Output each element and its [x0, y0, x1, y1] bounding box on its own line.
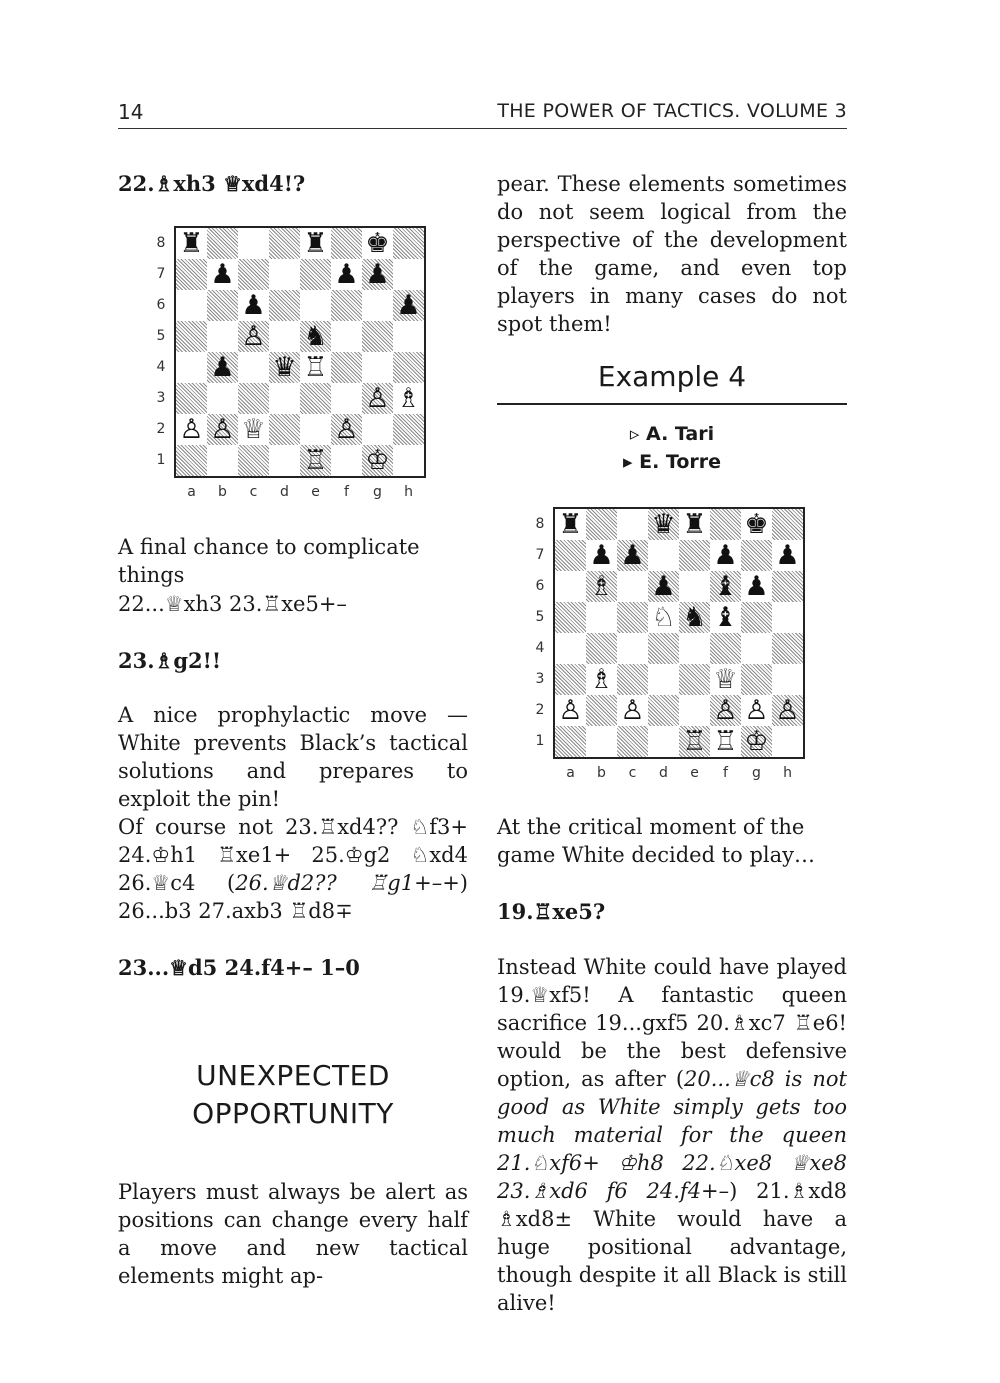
chess-piece-c6: ♟	[241, 290, 266, 321]
board-square	[772, 602, 803, 633]
file-label: h	[783, 765, 792, 781]
board-square	[741, 664, 772, 695]
section-title-line: OPPORTUNITY	[192, 1097, 394, 1130]
board-square	[741, 540, 772, 571]
section-title	[118, 1057, 468, 1133]
move-heading: 19.♖xe5?	[497, 899, 606, 924]
board-square	[331, 445, 362, 476]
board-square	[176, 290, 207, 321]
board-square	[269, 259, 300, 290]
chess-piece-g7: ♟	[365, 259, 390, 290]
chess-piece-e8: ♜	[682, 509, 707, 540]
board-square	[772, 664, 803, 695]
chess-piece-g1: ♔	[365, 445, 390, 476]
running-title: THE POWER OF TACTICS. VOLUME 3	[497, 100, 847, 122]
board-square	[176, 321, 207, 352]
rank-label: 2	[156, 421, 166, 437]
board-square	[555, 540, 586, 571]
board-square	[207, 383, 238, 414]
board-square	[586, 633, 617, 664]
rank-label: 7	[156, 266, 166, 282]
chess-piece-h2: ♙	[775, 695, 800, 726]
board-square	[362, 414, 393, 445]
board-square	[555, 726, 586, 757]
chess-piece-g6: ♟	[744, 571, 769, 602]
board-square	[207, 445, 238, 476]
chess-diagram-1	[148, 224, 448, 514]
section-title-line: UNEXPECTED	[196, 1059, 390, 1092]
text-run: Of course not 23.♖xd4?? ♘f3+ 24.♔h1 ♖xe1+ 25.♔g2 ♘xd4 26.♕c4 (	[118, 815, 468, 895]
chessboard	[174, 226, 426, 478]
board-square	[300, 290, 331, 321]
board-square	[269, 321, 300, 352]
board-square	[393, 321, 424, 352]
example-title: Example 4	[597, 360, 747, 393]
file-label: e	[690, 765, 699, 781]
chess-piece-b4: ♟	[210, 352, 235, 383]
text-run: ) 26...b3 27.axb3 ♖d8∓	[118, 871, 468, 923]
board-square	[555, 633, 586, 664]
paragraph: pear. These elements sometimes do not seem logical from the perspective of the development of the game, and even top players in many cases do not spot them!	[497, 172, 847, 336]
chess-piece-h6: ♟	[396, 290, 421, 321]
paragraph: A final chance to complicate things	[118, 535, 420, 587]
text-run: Instead White could have played 19.♕xf5! A fantastic queen sacrifice 19...gxf5 20.♗xc7 ♖e6! would be the best defensive option, as after (	[497, 955, 847, 1091]
chess-piece-d6: ♟	[651, 571, 676, 602]
paragraph	[118, 813, 468, 925]
board-square	[331, 321, 362, 352]
board-square	[331, 228, 362, 259]
chess-piece-f5: ♝	[713, 602, 738, 633]
board-square	[648, 664, 679, 695]
board-square	[176, 352, 207, 383]
board-square	[679, 633, 710, 664]
paragraph	[497, 953, 847, 1317]
chess-piece-e5: ♞	[682, 602, 707, 633]
chess-piece-f1: ♖	[713, 726, 738, 757]
variation-line: 22...♕xh3 23.♖xe5+–	[118, 592, 347, 616]
board-square	[269, 414, 300, 445]
board-square	[362, 321, 393, 352]
file-label: d	[280, 484, 289, 500]
board-square	[679, 571, 710, 602]
board-square	[176, 259, 207, 290]
chess-piece-g2: ♙	[744, 695, 769, 726]
board-square	[300, 383, 331, 414]
rank-label: 3	[156, 390, 166, 406]
white-player: ▹ A. Tari	[629, 423, 715, 445]
file-label: f	[723, 765, 728, 781]
rank-label: 1	[535, 733, 545, 749]
chess-piece-f2: ♙	[334, 414, 359, 445]
board-square	[331, 383, 362, 414]
file-label: c	[249, 484, 258, 500]
board-square	[679, 695, 710, 726]
file-label: h	[404, 484, 413, 500]
board-square	[617, 509, 648, 540]
board-square	[741, 633, 772, 664]
board-square	[238, 228, 269, 259]
chess-piece-b7: ♟	[589, 540, 614, 571]
board-square	[648, 633, 679, 664]
board-square	[679, 540, 710, 571]
board-square	[741, 602, 772, 633]
board-square	[586, 509, 617, 540]
chess-piece-d8: ♛	[651, 509, 676, 540]
board-square	[238, 259, 269, 290]
board-square	[648, 726, 679, 757]
chess-piece-b2: ♙	[210, 414, 235, 445]
chess-piece-f2: ♙	[713, 695, 738, 726]
chess-piece-c7: ♟	[620, 540, 645, 571]
paragraph: Players must always be alert as positions can change every half a move and new tactical elements might ap-	[118, 1180, 468, 1288]
chess-piece-d5: ♘	[651, 602, 676, 633]
board-square	[207, 228, 238, 259]
file-label: a	[566, 765, 575, 781]
rank-label: 7	[535, 547, 545, 563]
board-square	[393, 445, 424, 476]
board-square	[238, 352, 269, 383]
rank-label: 4	[156, 359, 166, 375]
board-square	[238, 383, 269, 414]
example-divider	[497, 403, 847, 405]
chess-piece-f6: ♝	[713, 571, 738, 602]
chess-piece-f7: ♟	[334, 259, 359, 290]
chess-piece-e8: ♜	[303, 228, 328, 259]
board-square	[679, 664, 710, 695]
chess-piece-g3: ♙	[365, 383, 390, 414]
header-divider	[118, 128, 847, 129]
rank-label: 4	[535, 640, 545, 656]
board-square	[772, 726, 803, 757]
board-square	[772, 509, 803, 540]
board-square	[617, 664, 648, 695]
board-square	[176, 445, 207, 476]
chess-piece-a8: ♜	[558, 509, 583, 540]
board-square	[393, 259, 424, 290]
chess-piece-f7: ♟	[713, 540, 738, 571]
file-label: b	[597, 765, 606, 781]
file-label: g	[752, 765, 761, 781]
board-square	[176, 383, 207, 414]
file-label: g	[373, 484, 382, 500]
board-square	[648, 695, 679, 726]
move-heading: 22.♗xh3 ♕xd4!?	[118, 171, 306, 196]
chess-piece-e4: ♖	[303, 352, 328, 383]
chess-piece-e5: ♞	[303, 321, 328, 352]
board-square	[586, 726, 617, 757]
board-square	[555, 664, 586, 695]
chess-piece-a8: ♜	[179, 228, 204, 259]
rank-label: 5	[535, 609, 545, 625]
board-square	[555, 571, 586, 602]
rank-label: 8	[156, 235, 166, 251]
board-square	[207, 290, 238, 321]
chess-piece-h3: ♗	[396, 383, 421, 414]
board-square	[269, 383, 300, 414]
board-square	[331, 352, 362, 383]
board-square	[586, 602, 617, 633]
rank-label: 3	[535, 671, 545, 687]
board-square	[269, 445, 300, 476]
chess-piece-c2: ♕	[241, 414, 266, 445]
chess-piece-h7: ♟	[775, 540, 800, 571]
chess-piece-b6: ♗	[589, 571, 614, 602]
file-label: f	[344, 484, 349, 500]
chess-piece-a2: ♙	[179, 414, 204, 445]
file-label: c	[628, 765, 637, 781]
chess-piece-d4: ♛	[272, 352, 297, 383]
board-square	[586, 695, 617, 726]
italic-variation: 26.♕d2?? ♖g1+–+	[235, 871, 460, 895]
board-square	[772, 571, 803, 602]
rank-label: 2	[535, 702, 545, 718]
file-label: d	[659, 765, 668, 781]
board-square	[362, 290, 393, 321]
paragraph: At the critical moment of the game White decided to play…	[497, 815, 815, 867]
board-square	[617, 571, 648, 602]
italic-variation: 20...♕c8 is not good as White simply gets too much material for the queen 21.♘xf6+ ♔h8 22.♘xe8 ♕xe8 23.♗xd6 f6 24.f4+–	[497, 1067, 847, 1203]
file-label: b	[218, 484, 227, 500]
rank-label: 6	[156, 297, 166, 313]
board-square	[710, 633, 741, 664]
chess-piece-g1: ♔	[744, 726, 769, 757]
board-square	[393, 352, 424, 383]
chess-piece-c5: ♙	[241, 321, 266, 352]
chess-diagram-2	[527, 505, 827, 795]
chess-piece-e1: ♖	[682, 726, 707, 757]
board-square	[393, 228, 424, 259]
chess-piece-g8: ♚	[365, 228, 390, 259]
board-square	[300, 414, 331, 445]
chess-piece-e1: ♖	[303, 445, 328, 476]
board-square	[772, 633, 803, 664]
board-square	[300, 259, 331, 290]
chess-piece-f3: ♕	[713, 664, 738, 695]
rank-label: 6	[535, 578, 545, 594]
board-square	[269, 228, 300, 259]
chessboard	[553, 507, 805, 759]
move-heading: 23.♗g2!!	[118, 648, 222, 673]
text-run: ) 21.♗xd8 ♗xd8± White would have a huge positional advantage, though despite it all Black is still alive!	[497, 1179, 847, 1315]
black-player: ▸ E. Torre	[622, 451, 722, 473]
board-square	[331, 290, 362, 321]
paragraph: A nice prophylactic move — White prevents Black’s tactical solutions and prepares to exploit the pin!	[118, 703, 468, 811]
board-square	[238, 445, 269, 476]
board-square	[555, 602, 586, 633]
board-square	[648, 540, 679, 571]
board-square	[207, 321, 238, 352]
file-label: a	[187, 484, 196, 500]
rank-label: 1	[156, 452, 166, 468]
board-square	[617, 602, 648, 633]
board-square	[617, 633, 648, 664]
page-number: 14	[118, 100, 144, 124]
chess-piece-c2: ♙	[620, 695, 645, 726]
board-square	[710, 509, 741, 540]
chess-piece-g8: ♚	[744, 509, 769, 540]
board-square	[617, 726, 648, 757]
chess-piece-a2: ♙	[558, 695, 583, 726]
rank-label: 5	[156, 328, 166, 344]
move-heading: 23...♕d5 24.f4+– 1–0	[118, 955, 360, 980]
rank-label: 8	[535, 516, 545, 532]
board-square	[362, 352, 393, 383]
chess-piece-b7: ♟	[210, 259, 235, 290]
chess-piece-b3: ♗	[589, 664, 614, 695]
board-square	[393, 414, 424, 445]
file-label: e	[311, 484, 320, 500]
board-square	[269, 290, 300, 321]
